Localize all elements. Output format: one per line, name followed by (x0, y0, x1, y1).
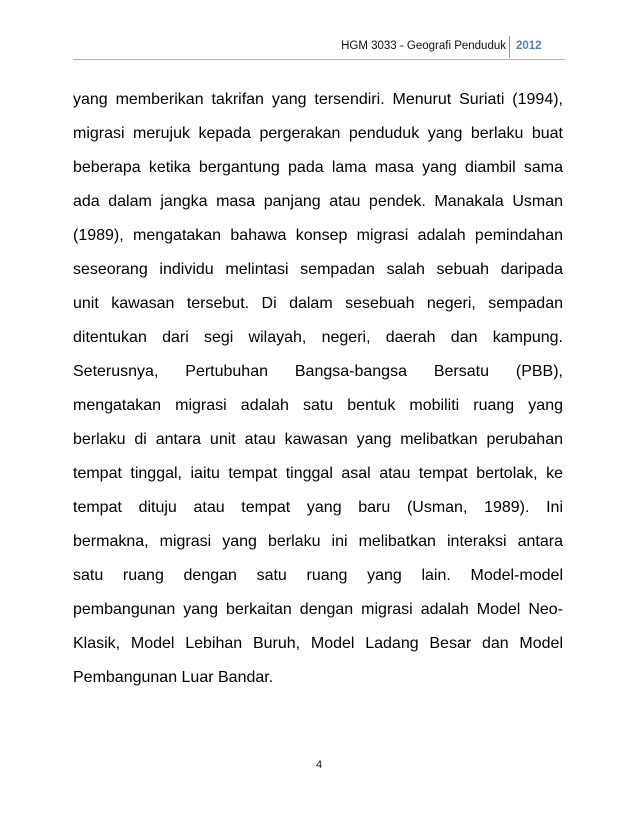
header-rule (73, 59, 565, 60)
paragraph-line: seseorang individu melintasi sempadan salah sebuah daripada (73, 261, 563, 278)
paragraph-line: tempat tinggal, iaitu tempat tinggal asal atau tempat bertolak, ke (73, 465, 563, 482)
paragraph-line: yang memberikan takrifan yang tersendiri. Menurut Suriati (1994), (73, 91, 563, 108)
paragraph-line: ada dalam jangka masa panjang atau pendek. Manakala Usman (73, 193, 563, 210)
paragraph-line: Klasik, Model Lebihan Buruh, Model Ladang Besar dan Model (73, 635, 563, 652)
header-title: HGM 3033 - Geografi Penduduk (341, 40, 506, 52)
paragraph-line: ditentukan dari segi wilayah, negeri, daerah dan kampung. (73, 329, 563, 346)
paragraph-line: (1989), mengatakan bahawa konsep migrasi adalah pemindahan (73, 227, 563, 244)
paragraph-line: berlaku di antara unit atau kawasan yang melibatkan perubahan (73, 431, 563, 448)
paragraph-line: tempat dituju atau tempat yang baru (Usman, 1989). Ini (73, 499, 563, 516)
paragraph-line: pembangunan yang berkaitan dengan migrasi adalah Model Neo- (73, 601, 563, 618)
paragraph-line: satu ruang dengan satu ruang yang lain. Model-model (73, 567, 563, 584)
paragraph-line: beberapa ketika bergantung pada lama masa yang diambil sama (73, 159, 563, 176)
paragraph-line: Pembangunan Luar Bandar. (73, 669, 274, 686)
paragraph-line: bermakna, migrasi yang berlaku ini melibatkan interaksi antara (73, 533, 563, 550)
header-year: 2012 (516, 40, 542, 52)
body-paragraph (73, 83, 563, 695)
paragraph-line: unit kawasan tersebut. Di dalam sesebuah negeri, sempadan (73, 295, 563, 312)
paragraph-line: migrasi merujuk kepada pergerakan penduduk yang berlaku buat (73, 125, 563, 142)
paragraph-line: Seterusnya, Pertubuhan Bangsa-bangsa Bersatu (PBB), (73, 363, 563, 380)
paragraph-line: mengatakan migrasi adalah satu bentuk mobiliti ruang yang (73, 397, 563, 414)
page-header (0, 36, 638, 60)
header-divider (509, 36, 510, 58)
page-number: 4 (315, 759, 323, 771)
